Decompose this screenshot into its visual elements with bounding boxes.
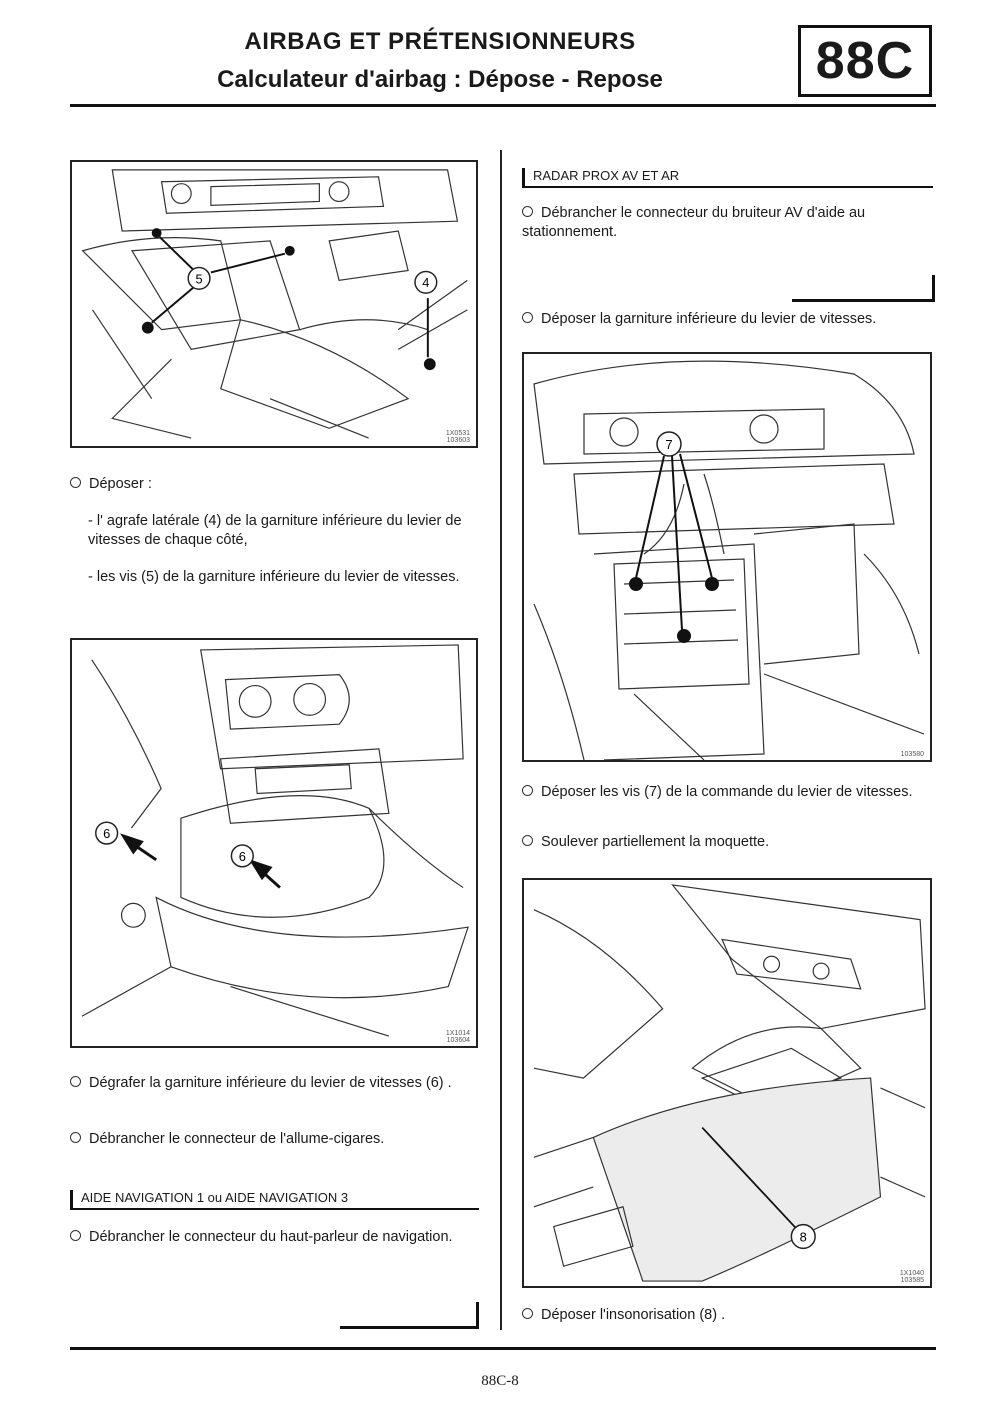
section-header-radar: RADAR PROX AV ET AR [522, 168, 933, 188]
bullet-icon [70, 1132, 81, 1143]
carpet-line-drawing [524, 880, 930, 1286]
footer-rule [70, 1347, 936, 1350]
step-text: Déposer la garniture inférieure du levier de vitesses. [541, 311, 877, 327]
step-text: Déposer : [89, 476, 152, 492]
figure-code-small: 1X0531 [445, 430, 470, 437]
step-depose [70, 475, 480, 494]
step-haut-parleur [70, 1228, 480, 1247]
header-rule [70, 104, 936, 107]
step-garniture [522, 310, 934, 329]
step-text: Soulever partiellement la moquette. [541, 834, 770, 850]
figure-code-number: 103604 [446, 1037, 470, 1044]
step-text: Déposer l'insonorisation (8) . [541, 1307, 726, 1323]
step-text: Débrancher le connecteur du bruiteur AV d'aide au stationnement. [522, 205, 866, 240]
bullet-icon [522, 1308, 533, 1319]
section-header-navigation: AIDE NAVIGATION 1 ou AIDE NAVIGATION 3 [70, 1190, 479, 1210]
step-text: Débrancher le connecteur de l'allume-cigares. [89, 1131, 385, 1147]
step-degrafer [70, 1074, 480, 1093]
step-insonorisation [522, 1306, 934, 1325]
bullet-icon [522, 785, 533, 796]
figure-code-small: 1X1040 [899, 1270, 924, 1277]
figure-code-number: 103603 [446, 437, 470, 444]
substep-vis5 [88, 568, 480, 587]
figure-trim-fasteners [70, 160, 478, 448]
figure-code [446, 430, 470, 444]
bullet-icon [70, 477, 81, 488]
section-end-mark [792, 275, 935, 302]
figure-code-number: 103580 [900, 751, 924, 758]
dash-icon: - [88, 513, 97, 529]
page-number: 88C-8 [481, 1373, 519, 1389]
bullet-icon [70, 1076, 81, 1087]
substep-text: l' agrafe latérale (4) de la garniture inférieure du levier de vitesses de chaque côté, [88, 513, 462, 548]
page-title: AIRBAG ET PRÉTENSIONNEURS [244, 28, 636, 55]
step-moquette [522, 833, 934, 852]
gear-lever-line-drawing [524, 354, 932, 760]
callout-7: 7 [665, 437, 673, 452]
step-text: Dégrafer la garniture inférieure du levier de vitesses (6) . [89, 1075, 452, 1091]
figure-code-small: 1X1014 [445, 1030, 470, 1037]
step-text: Déposer les vis (7) de la commande du levier de vitesses. [541, 784, 913, 800]
figure-insonorisation [522, 878, 932, 1288]
dash-icon: - [88, 569, 97, 585]
bullet-icon [522, 835, 533, 846]
bullet-icon [522, 206, 533, 217]
bullet-icon [522, 312, 533, 323]
step-text: Débrancher le connecteur du haut-parleur de navigation. [89, 1229, 453, 1245]
figure-trim-removal [70, 638, 478, 1048]
step-allume-cigares [70, 1130, 480, 1149]
figure-gear-lever-screws [522, 352, 932, 762]
substep-text: les vis (5) de la garniture inférieure du levier de vitesses. [96, 569, 460, 585]
figure-code [446, 1030, 470, 1044]
step-vis7 [522, 783, 934, 802]
callout-6b: 6 [238, 848, 246, 864]
figure-code-number: 103585 [900, 1277, 924, 1284]
section-end-mark [340, 1302, 479, 1329]
callout-6a: 6 [103, 826, 111, 842]
callout-4: 4 [422, 275, 430, 291]
section-code-box: 88C [798, 25, 932, 97]
column-divider [500, 150, 502, 1330]
bullet-icon [70, 1230, 81, 1241]
page-subtitle: Calculateur d'airbag : Dépose - Repose [217, 66, 663, 93]
figure-code [900, 1270, 924, 1284]
console-line-drawing [72, 640, 476, 1046]
substep-agrafe [88, 512, 480, 550]
callout-8: 8 [799, 1229, 807, 1245]
callout-5: 5 [195, 271, 203, 287]
console-line-drawing [72, 162, 476, 446]
step-bruiteur [522, 204, 934, 242]
